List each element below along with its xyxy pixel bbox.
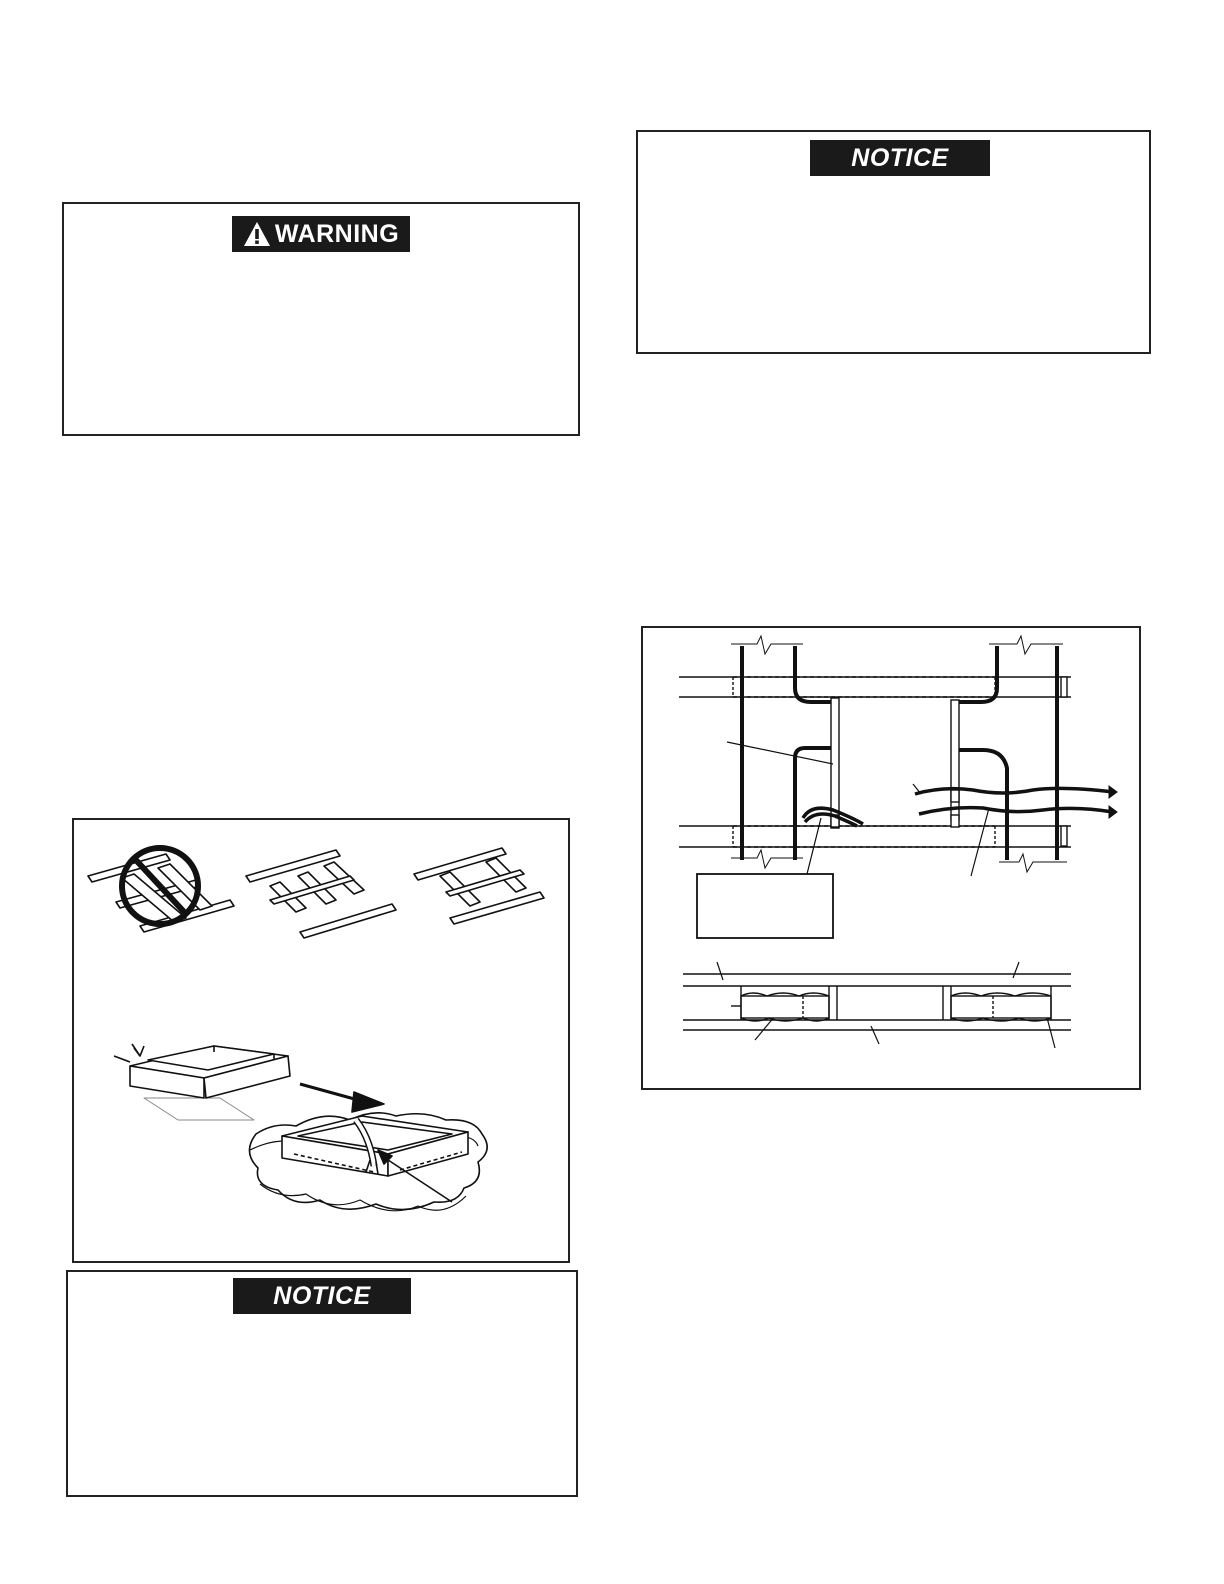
correct-framing-2 [414,848,544,924]
joist-icon [679,677,1071,847]
notice-label-bottom: NOTICE [273,1281,371,1310]
wiring-figure [641,626,1141,1090]
incorrect-framing [88,854,234,932]
wire-icon [803,784,1117,826]
notice-banner-bottom [233,1278,411,1314]
framing-figure [72,818,570,1263]
warning-label: WARNING [274,219,400,248]
correct-framing-1 [246,850,396,938]
warning-triangle-icon [243,221,271,247]
break-marks [731,636,1067,872]
dimension-mark [114,1044,144,1062]
vertical-wires [742,646,1057,860]
framing-illustration [74,820,572,1265]
notice-banner-top [810,140,990,176]
wiring-illustration [643,628,1143,1092]
warning-banner [232,216,410,252]
notice-box-bottom [66,1270,578,1497]
arrow-icon [300,1084,384,1112]
insulation-dam [130,1046,290,1120]
notice-label-top: NOTICE [851,143,949,172]
notice-box-top [636,130,1151,354]
ceiling-section [683,974,1071,1030]
installed-dam [249,1113,487,1211]
label-box [697,874,833,938]
warning-box [62,202,580,436]
